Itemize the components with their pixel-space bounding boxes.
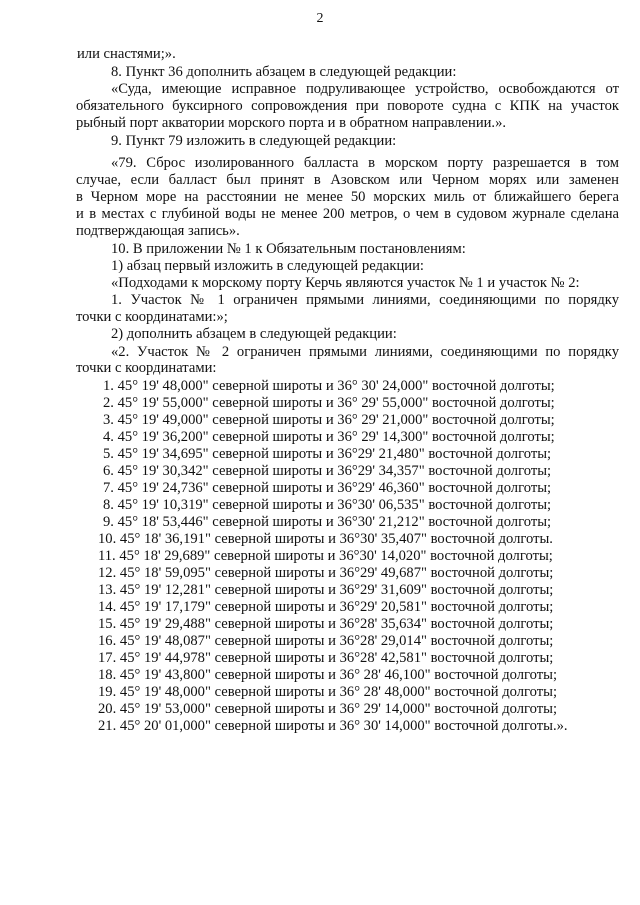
coordinate-item: 18. 45° 19' 43,800" северной широты и 36° 28' 46,100" восточной долготы; <box>98 667 557 683</box>
coordinate-item: 15. 45° 19' 29,488" северной широты и 36°28' 35,634" восточной долготы; <box>98 616 554 632</box>
coordinate-item: 6. 45° 19' 30,342" северной широты и 36°29' 34,357" восточной долготы; <box>103 463 552 479</box>
coordinate-item: 16. 45° 19' 48,087" северной широты и 36°28' 29,014" восточной долготы; <box>98 633 554 649</box>
coordinate-item: 21. 45° 20' 01,000" северной широты и 36° 30' 14,000" восточной долготы.». <box>98 718 568 734</box>
coordinates-list <box>98 378 593 735</box>
text-line: точки с координатами: <box>76 360 217 376</box>
text-line: в Черном море на расстоянии не менее 50 морских миль от ближайшего берега <box>76 189 619 205</box>
coordinate-item: 13. 45° 19' 12,281" северной широты и 36°29' 31,609" восточной долготы; <box>98 582 554 598</box>
page-number: 2 <box>316 11 324 26</box>
text-line: 2) дополнить абзацем в следующей редакции: <box>111 326 397 342</box>
text-line: «2. Участок № 2 ограничен прямыми линиями, соединяющими по порядку <box>111 344 619 360</box>
coordinate-item: 17. 45° 19' 44,978" северной широты и 36°28' 42,581" восточной долготы; <box>98 650 554 666</box>
coordinate-item: 8. 45° 19' 10,319" северной широты и 36°30' 06,535" восточной долготы; <box>103 497 552 513</box>
coordinate-item: 11. 45° 18' 29,689" северной широты и 36°30' 14,020" восточной долготы; <box>98 548 553 564</box>
coordinate-item: 7. 45° 19' 24,736" северной широты и 36°29' 46,360" восточной долготы; <box>103 480 552 496</box>
coordinate-item: 3. 45° 19' 49,000" северной широты и 36° 29' 21,000" восточной долготы; <box>103 412 555 428</box>
coordinate-item: 4. 45° 19' 36,200" северной широты и 36° 29' 14,300" восточной долготы; <box>103 429 555 445</box>
coordinate-item: 20. 45° 19' 53,000" северной широты и 36° 29' 14,000" восточной долготы; <box>98 701 557 717</box>
coordinate-item: 5. 45° 19' 34,695" северной широты и 36°29' 21,480" восточной долготы; <box>103 446 552 462</box>
coordinate-item: 2. 45° 19' 55,000" северной широты и 36° 29' 55,000" восточной долготы; <box>103 395 555 411</box>
text-line: 1) абзац первый изложить в следующей редакции: <box>111 258 424 274</box>
coordinate-item: 14. 45° 19' 17,179" северной широты и 36°29' 20,581" восточной долготы; <box>98 599 554 615</box>
coordinate-item: 19. 45° 19' 48,000" северной широты и 36° 28' 48,000" восточной долготы; <box>98 684 557 700</box>
text-line: или снастями;». <box>77 46 176 62</box>
coordinate-item: 12. 45° 18' 59,095" северной широты и 36°29' 49,687" восточной долготы; <box>98 565 554 581</box>
text-line: «Суда, имеющие исправное подруливающее устройство, освобождаются от <box>111 81 619 97</box>
coordinate-item: 1. 45° 19' 48,000" северной широты и 36° 30' 24,000" восточной долготы; <box>103 378 555 394</box>
text-line: 9. Пункт 79 изложить в следующей редакции: <box>111 133 397 149</box>
text-line: 1. Участок № 1 ограничен прямыми линиями, соединяющими по порядку <box>111 292 619 308</box>
text-line: точки с координатами:»; <box>76 309 228 325</box>
text-line: обязательного буксирного сопровождения при повороте судна с КПК на участок <box>76 98 619 114</box>
text-line: подтверждающая запись». <box>76 223 240 239</box>
coordinate-item: 10. 45° 18' 36,191" северной широты и 36°30' 35,407" восточной долготы. <box>98 531 553 547</box>
text-line: 10. В приложении № 1 к Обязательным постановлениям: <box>111 241 466 257</box>
text-line: и в местах с глубиной воды не менее 200 метров, о чем в судовом журнале сделана <box>76 206 619 222</box>
text-line: 8. Пункт 36 дополнить абзацем в следующей редакции: <box>111 64 457 80</box>
text-line: «79. Сброс изолированного балласта в морском порту разрешается в том <box>111 155 619 171</box>
text-line: рыбный порт акватории морского порта и в обратном направлении.». <box>76 115 507 131</box>
text-line: случае, если балласт был принят в Азовском или Черном морях или заменен <box>76 172 619 188</box>
text-line: «Подходами к морскому порту Керчь являются участок № 1 и участок № 2: <box>111 275 580 291</box>
coordinate-item: 9. 45° 18' 53,446" северной широты и 36°30' 21,212" восточной долготы; <box>103 514 552 530</box>
